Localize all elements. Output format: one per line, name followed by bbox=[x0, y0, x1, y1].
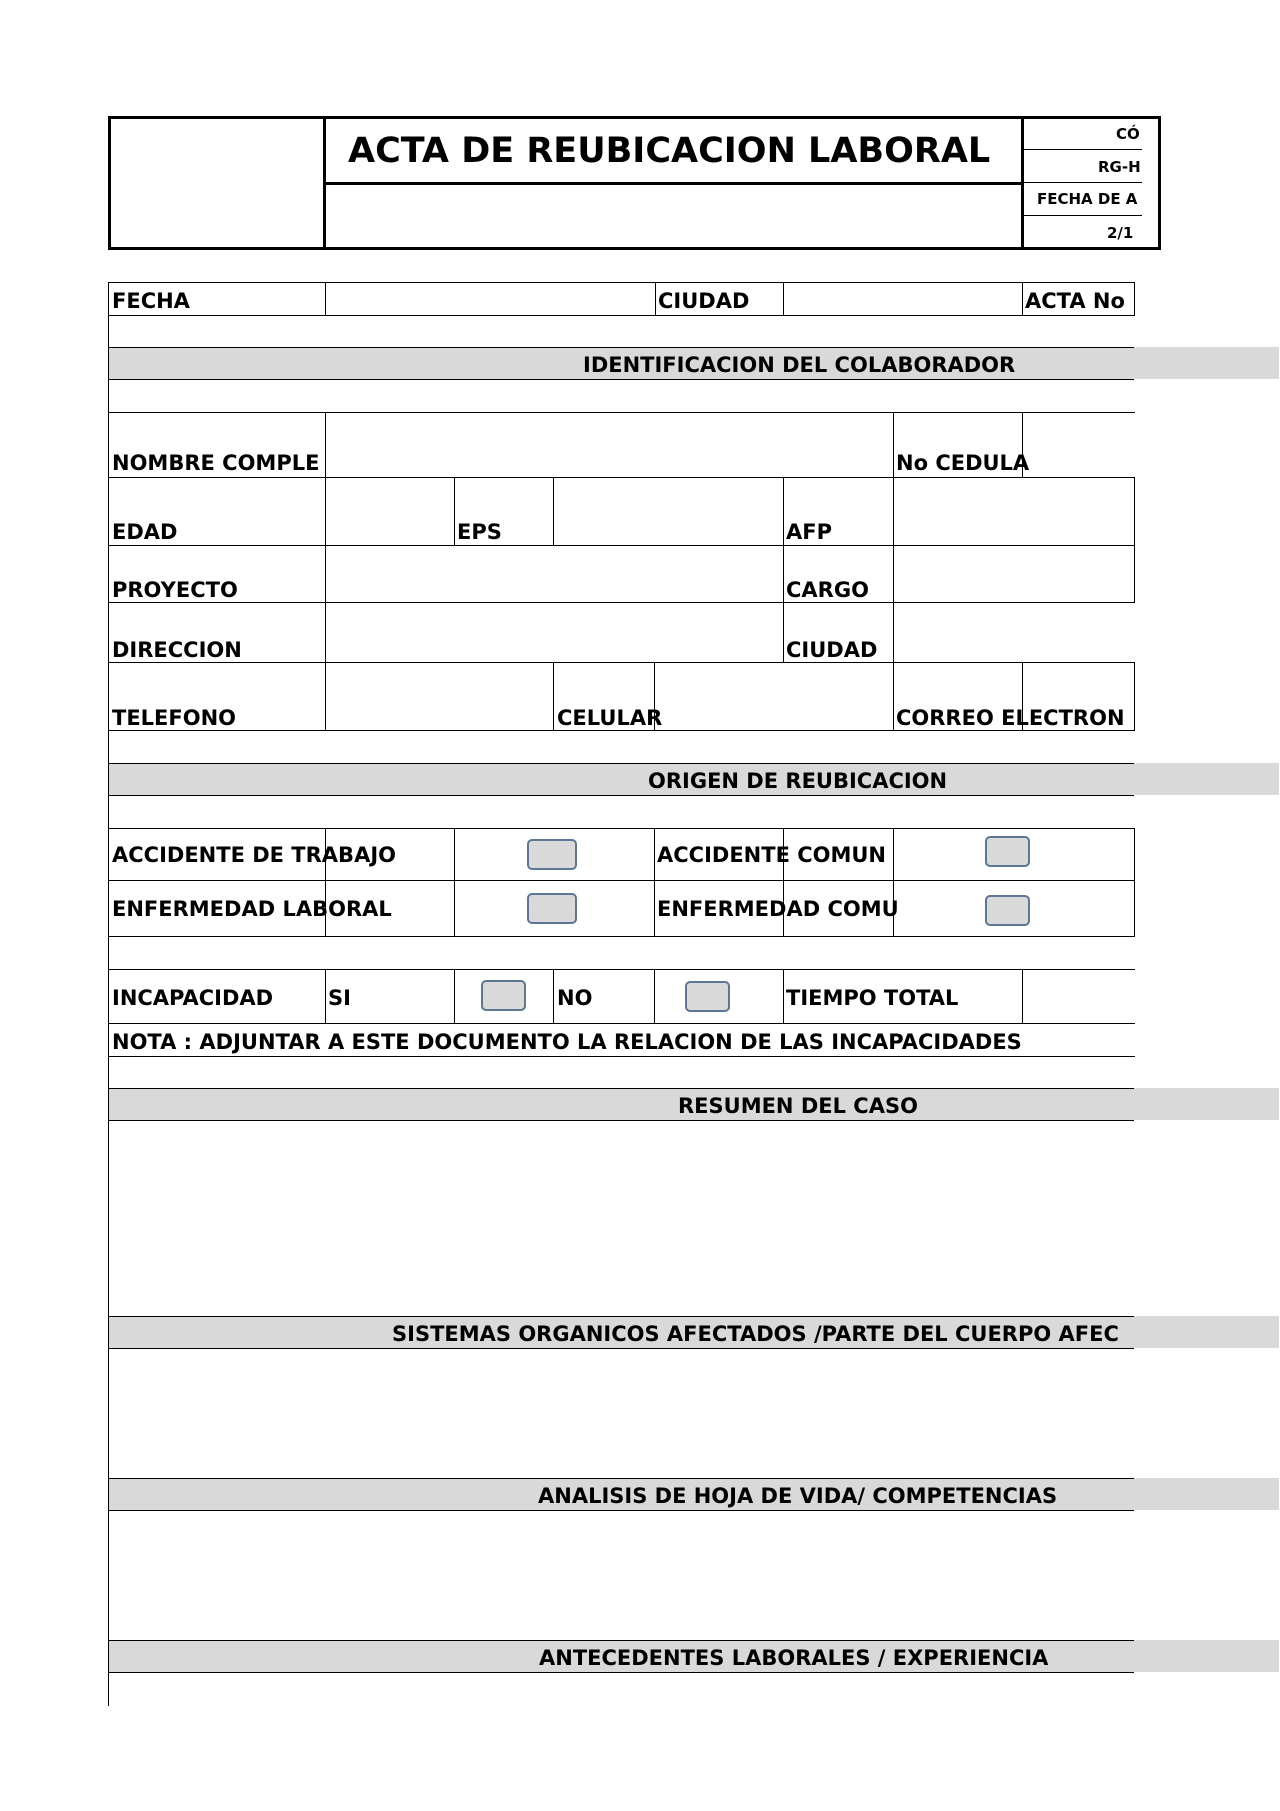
accidente-trabajo-checkbox[interactable] bbox=[527, 839, 577, 870]
band-line bbox=[109, 763, 1134, 764]
celular-label: CELULAR bbox=[557, 706, 663, 730]
section-title-identificacion: IDENTIFICACION DEL COLABORADOR bbox=[583, 353, 1016, 377]
band-overflow-antecedentes bbox=[1134, 1640, 1279, 1672]
left-border bbox=[108, 1088, 109, 1121]
eps-input[interactable] bbox=[553, 477, 784, 546]
col-divider bbox=[454, 969, 455, 1024]
band-overflow-origen bbox=[1134, 763, 1279, 795]
nota-text: NOTA : ADJUNTAR A ESTE DOCUMENTO LA RELACION DE LAS INCAPACIDADES bbox=[112, 1030, 1022, 1054]
ciudad-input[interactable] bbox=[783, 282, 1023, 316]
ciudad2-label: CIUDAD bbox=[786, 638, 878, 662]
analisis-area[interactable] bbox=[108, 1510, 109, 1641]
col-divider bbox=[553, 969, 554, 1024]
afp-input[interactable] bbox=[893, 477, 1135, 546]
band-line bbox=[109, 1640, 1134, 1641]
left-border bbox=[108, 1056, 109, 1089]
band-line bbox=[109, 1316, 1134, 1317]
left-border bbox=[108, 315, 109, 348]
direccion-input[interactable] bbox=[325, 602, 784, 663]
ciudad2-input[interactable] bbox=[893, 602, 1135, 663]
col-divider bbox=[654, 828, 655, 937]
accidente-comun-label: ACCIDENTE COMUN bbox=[657, 843, 887, 867]
meta-divider bbox=[1022, 182, 1142, 183]
afp-label: AFP bbox=[786, 520, 832, 544]
col-divider bbox=[783, 969, 784, 1024]
resumen-area[interactable] bbox=[108, 1120, 109, 1317]
band-line bbox=[109, 1088, 1134, 1089]
left-border bbox=[108, 379, 109, 413]
meta-divider bbox=[1022, 149, 1142, 150]
band-line bbox=[109, 1348, 1134, 1349]
meta-box bbox=[1021, 116, 1161, 250]
ciudad-label: CIUDAD bbox=[658, 289, 750, 313]
enfermedad-laboral-label: ENFERMEDAD LABORAL bbox=[112, 897, 392, 921]
band-line bbox=[109, 1478, 1134, 1479]
left-border bbox=[108, 795, 109, 829]
incapacidad-si-label: SI bbox=[328, 986, 351, 1010]
telefono-label: TELEFONO bbox=[112, 706, 237, 730]
fecha-label: FECHA bbox=[112, 289, 190, 313]
left-border bbox=[108, 347, 109, 380]
approval-date-label: FECHA DE A bbox=[1037, 190, 1138, 208]
meta-divider bbox=[1022, 215, 1142, 216]
celular-input[interactable] bbox=[654, 662, 894, 731]
proyecto-input[interactable] bbox=[325, 545, 784, 603]
cedula-input[interactable] bbox=[1022, 412, 1135, 478]
eps-label: EPS bbox=[457, 520, 502, 544]
edad-input[interactable] bbox=[325, 477, 455, 546]
approval-date-value: 2/1 bbox=[1107, 224, 1134, 242]
left-border bbox=[108, 1478, 109, 1511]
edad-label: EDAD bbox=[112, 520, 178, 544]
incapacidad-no-label: NO bbox=[557, 986, 593, 1010]
section-title-antecedentes: ANTECEDENTES LABORALES / EXPERIENCIA bbox=[539, 1646, 1049, 1670]
col-divider bbox=[654, 969, 655, 1024]
code-value: RG-H bbox=[1098, 158, 1141, 176]
cargo-label: CARGO bbox=[786, 578, 869, 602]
col-divider bbox=[325, 969, 326, 1024]
band-line bbox=[109, 347, 1134, 348]
section-title-analisis: ANALISIS DE HOJA DE VIDA/ COMPETENCIAS bbox=[538, 1484, 1058, 1508]
band-line bbox=[109, 1120, 1134, 1121]
correo-label: CORREO ELECTRON bbox=[896, 706, 1125, 730]
section-title-origen: ORIGEN DE REUBICACION bbox=[648, 769, 948, 793]
band-line bbox=[109, 379, 1134, 380]
band-overflow-resumen bbox=[1134, 1088, 1279, 1120]
cedula-label: No CEDULA bbox=[896, 451, 1030, 475]
telefono-input[interactable] bbox=[325, 662, 554, 731]
acta-label: ACTA No bbox=[1025, 289, 1125, 313]
fecha-input[interactable] bbox=[325, 282, 656, 316]
sistemas-area[interactable] bbox=[108, 1348, 109, 1479]
col-divider bbox=[1022, 969, 1023, 1024]
proyecto-label: PROYECTO bbox=[112, 578, 238, 602]
section-title-sistemas: SISTEMAS ORGANICOS AFECTADOS /PARTE DEL CUERPO AFEC bbox=[392, 1322, 1119, 1346]
nombre-input[interactable] bbox=[325, 412, 894, 478]
left-border bbox=[108, 1316, 109, 1349]
accidente-comun-checkbox[interactable] bbox=[985, 836, 1030, 867]
subtitle-box bbox=[323, 182, 1024, 250]
band-line bbox=[109, 1672, 1134, 1673]
incapacidad-si-checkbox[interactable] bbox=[481, 980, 526, 1011]
direccion-label: DIRECCION bbox=[112, 638, 242, 662]
code-label: CÓ bbox=[1116, 125, 1140, 143]
page-title: ACTA DE REUBICACION LABORAL bbox=[348, 131, 991, 171]
accidente-trabajo-label: ACCIDENTE DE TRABAJO bbox=[112, 843, 396, 867]
band-line bbox=[109, 795, 1134, 796]
left-border bbox=[108, 763, 109, 796]
incapacidad-no-checkbox[interactable] bbox=[685, 981, 730, 1012]
band-overflow-analisis bbox=[1134, 1478, 1279, 1510]
nombre-label: NOMBRE COMPLE bbox=[112, 451, 320, 475]
section-title-resumen: RESUMEN DEL CASO bbox=[678, 1094, 918, 1118]
left-border bbox=[108, 730, 109, 764]
band-overflow-identificacion bbox=[1134, 347, 1279, 379]
logo-box bbox=[108, 116, 326, 250]
antecedentes-area[interactable] bbox=[108, 1672, 109, 1706]
left-border bbox=[108, 1640, 109, 1673]
left-border bbox=[108, 936, 109, 970]
tiempo-total-label: TIEMPO TOTAL bbox=[786, 986, 959, 1010]
cargo-input[interactable] bbox=[893, 545, 1135, 603]
band-line bbox=[109, 1510, 1134, 1511]
enfermedad-laboral-checkbox[interactable] bbox=[527, 893, 577, 924]
enfermedad-comun-checkbox[interactable] bbox=[985, 895, 1030, 926]
col-divider bbox=[454, 828, 455, 937]
incapacidad-label: INCAPACIDAD bbox=[112, 986, 274, 1010]
enfermedad-comun-label: ENFERMEDAD COMU bbox=[657, 897, 899, 921]
band-overflow-sistemas bbox=[1134, 1316, 1279, 1348]
